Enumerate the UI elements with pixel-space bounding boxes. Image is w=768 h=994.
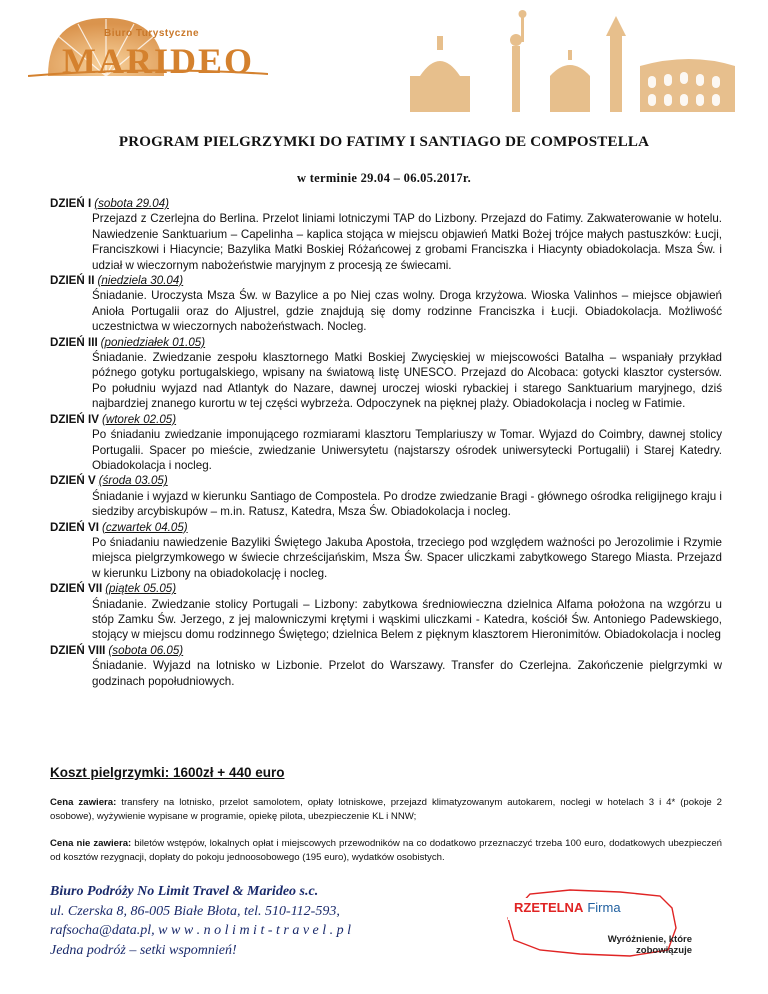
day-date: (poniedziałek 01.05) — [100, 335, 206, 349]
day-description: Przejazd z Czerlejna do Berlina. Przelot liniami lotniczymi TAP do Lizbony. Przejazd do Fatimy. Zakwaterowanie w hotelu. Nawiedzenie Sanktuarium – Capelinha – kaplica stojąca w miejscu objawień Matki Bożej trójce małych pastuszków: Łucji, Franciszkowi i Hiacyncie; Bazylika Matki Boskiej Różańcowej z grobami Franciszka i Hiacynty obiadokolacja. Msza Św. i udział w wieczornym nabożeństwie maryjnym z procesją ze świecami. — [92, 212, 722, 272]
itinerary — [50, 196, 722, 689]
badge-line1: Wyróżnienie, które — [607, 934, 692, 945]
day-date: (sobota 06.05) — [108, 643, 184, 657]
landmarks-skyline-icon — [400, 6, 740, 116]
agency-footer — [50, 882, 351, 960]
day-label: DZIEŃ VIII — [50, 643, 106, 657]
day-description: Śniadanie. Wyjazd na lotnisko w Lizbonie. Przelot do Warszawy. Transfer do Czerlejna. Zakończenie pielgrzymki w godzinach popołudniowych. — [92, 659, 722, 688]
day-description: Śniadanie. Zwiedzanie zespołu klasztornego Matki Boskiej Zwycięskiej w miejscowości Batalha – wspaniały przykład późnego gotyku portugalskiego, wpisany na światową listę UNESCO. Przejazd do Alcobaca: gotycki klasztor cystersów. Po południu wyjazd nad Atlantyk do Nazare, dawnej uroczej wioski rybackiej i starego Sanktuarium maryjnego, dziś najbardziej znanego kurortu w tej części wybrzeża. Odpoczynek na pięknej plaży. Obiadokolacja i nocleg w Fatimie. — [92, 351, 722, 411]
price-includes — [50, 796, 722, 823]
price-excludes-text: biletów wstępów, lokalnych opłat i miejscowych przewodników na co dodatkowo przeznaczyć trzeba 100 euro, dodatkowych ubezpieczeń od kosztów rezygnacji, dopłaty do pokoju jednoosobowego (195 euro), wydatków osobistych. — [50, 838, 722, 863]
marideo-logo — [28, 14, 268, 94]
badge-subtitle — [608, 934, 692, 956]
day-description: Śniadanie. Uroczysta Msza Św. w Bazylice a po Niej czas wolny. Droga krzyżowa. Wioska Valinhos – miejsce objawień Anioła Portugalii oraz do Aljustrel, gdzie znajdują się domy rodzinne Franciszka i Łucji. Obiadokolacja. Możliwość uczestnictwa w wieczornych nabożeństwach. Nocleg. — [92, 289, 722, 334]
day-date: (sobota 29.04) — [94, 197, 169, 210]
agency-name: Biuro Podróży No Limit Travel & Marideo s.c. — [50, 884, 319, 899]
day-description: Śniadanie i wyjazd w kierunku Santiago de Compostela. Po drodze zwiedzanie Bragi - głównego ośrodka religijnego kraju i siedziby arcybiskupów – m.in. Ratusz, Katedra, Msza Św. Obiadokolacja i nocleg. — [92, 489, 722, 519]
day-date: (środa 03.05) — [98, 474, 168, 488]
day-label: DZIEŃ II — [50, 274, 95, 288]
day-item — [50, 643, 722, 689]
price-includes-text: transfery na lotnisko, przelot samolotem, opłaty lotniskowe, przejazd klimatyzowanym autokarem, noclegi w hotelach 3 i 4* (pokoje 2 osobowe), wyżywienie wypisane w programie, opiekę pilota, ubezpieczenie KL i NNW; — [50, 797, 722, 822]
badge-line2: zobowiązuje — [636, 945, 692, 956]
agency-motto: Jedna podróż – setki wspomnień! — [50, 942, 237, 958]
badge-title — [514, 900, 621, 915]
day-item — [50, 581, 722, 643]
day-label: DZIEŃ IV — [50, 412, 99, 426]
day-description: Po śniadaniu zwiedzanie imponującego rozmiarami klasztoru Templariuszy w Tomar. Wyjazd do Coimbry, dawnej stolicy Portugalii. Spacer po mieście, zwiedzanie Uniwersytetu (najstarszy ośrodek uniwersytecki Portugalii) i Starej Katedry. Obiadokolacja i nocleg. — [92, 428, 722, 472]
day-item — [50, 335, 722, 412]
day-date: (wtorek 02.05) — [101, 412, 177, 426]
day-label: DZIEŃ III — [50, 335, 98, 349]
day-label: DZIEŃ VI — [50, 520, 99, 534]
day-date: (piątek 05.05) — [105, 582, 177, 596]
day-description: Po śniadaniu nawiedzenie Bazyliki Świętego Jakuba Apostoła, trzeciego pod względem ważności po Jerozolimie i Rzymie miejsca pielgrzymkowego w świecie chrześcijańskim, Msza Św. Spacer uliczkami zabytkowego Starego Miasta. Przejazd w kierunku Lizbony na obiadokolację i nocleg. — [92, 535, 722, 580]
rzetelna-firma-badge — [500, 888, 700, 958]
day-date: (czwartek 04.05) — [101, 520, 188, 534]
badge-title-blue: Firma — [587, 900, 621, 915]
day-label: DZIEŃ VII — [50, 582, 103, 596]
trip-cost: Koszt pielgrzymki: 1600zł + 440 euro — [50, 765, 285, 780]
price-excludes — [50, 837, 722, 864]
agency-address: ul. Czerska 8, 86-005 Białe Błota, tel. 510-112-593, — [50, 903, 340, 919]
day-date: (niedziela 30.04) — [97, 274, 184, 288]
agency-contact[interactable]: rafsocha@data.pl, w w w . n o l i m i t - t r a v e l . p l — [50, 923, 352, 938]
day-item — [50, 520, 722, 582]
logo-title: MARIDEO — [62, 41, 254, 81]
day-description: Śniadanie. Zwiedzanie stolicy Portugali – Lizbony: zabytkowa średniowieczna dzielnica Alfama położona na wzgórzu u stóp Zamku Św. Jerzego, z jej malowniczymi krętymi i wąskimi uliczkami - Katedra, kościół Św. Antoniego Padewskiego, stojący w miejscu domu rodzinnego Świętego; dzielnica Belem z pięknym klasztorem Hieronimitów. Obiadokolacja i nocleg — [92, 597, 722, 642]
price-excludes-label: Cena nie zawiera: — [50, 838, 132, 849]
price-includes-label: Cena zawiera: — [50, 797, 117, 808]
badge-title-red: RZETELNA — [514, 900, 584, 915]
date-range: w terminie 29.04 – 06.05.2017r. — [296, 171, 472, 185]
day-item — [50, 473, 722, 519]
day-item — [50, 412, 722, 474]
day-label: DZIEŃ V — [50, 474, 96, 488]
page-title: PROGRAM PIELGRZYMKI DO FATIMY I SANTIAGO DE COMPOSTELLA — [118, 134, 650, 150]
day-item — [50, 196, 722, 273]
day-item — [50, 273, 722, 335]
logo-subtitle: Biuro Turystyczne — [104, 28, 199, 39]
day-label: DZIEŃ I — [50, 197, 92, 210]
page-header — [0, 0, 768, 120]
